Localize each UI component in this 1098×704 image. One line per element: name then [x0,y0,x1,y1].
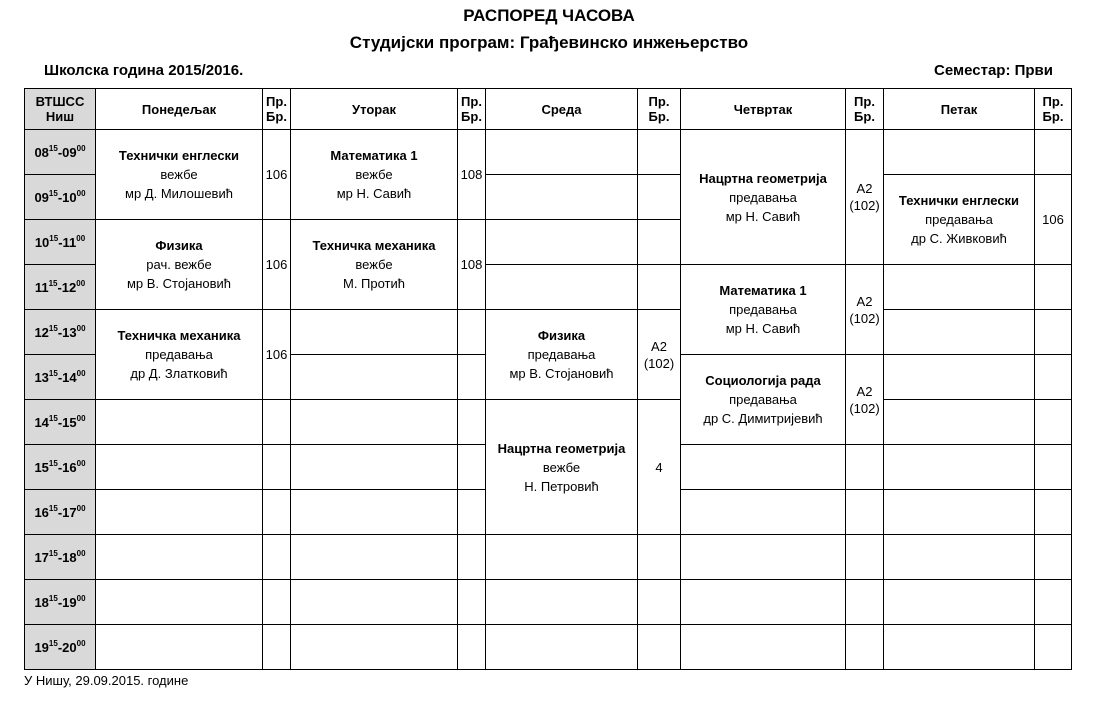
table-row [25,310,1072,355]
empty-cell [291,625,458,670]
day-header: Четвртак [681,89,846,130]
empty-cell [638,220,681,265]
empty-cell [884,580,1035,625]
empty-cell [96,400,263,445]
room-cell: 106 [263,310,291,400]
empty-cell [486,265,638,310]
class-cell: Нацртна геометрија предавања мр Н. Савић [681,130,846,265]
empty-cell [1035,625,1072,670]
empty-cell [681,445,846,490]
time-slot: $09^{15}-10^{00}$ [25,175,96,220]
empty-cell [263,490,291,535]
empty-cell [846,535,884,580]
empty-cell [263,625,291,670]
room-cell: 4 [638,400,681,535]
room-cell: 108 [458,220,486,310]
empty-cell [884,400,1035,445]
empty-cell [458,625,486,670]
empty-cell [458,355,486,400]
empty-cell [291,445,458,490]
empty-cell [96,580,263,625]
empty-cell [1035,400,1072,445]
room-cell: А2 (102) [846,265,884,355]
empty-cell [486,220,638,265]
empty-cell [638,580,681,625]
empty-cell [1035,355,1072,400]
empty-cell [884,625,1035,670]
school-cell [25,89,96,130]
table-row [25,400,1072,445]
schedule-title: РАСПОРЕД ЧАСОВА [463,6,635,25]
room-cell: А2 (102) [846,355,884,445]
class-cell: Техничка механика предавања др Д. Златковић [96,310,263,400]
table-row [25,130,1072,175]
empty-cell [458,445,486,490]
semester: Семестар: Први [934,62,1053,79]
time-slot: $18^{15}-19^{00}$ [25,580,96,625]
empty-cell [96,490,263,535]
empty-cell [486,625,638,670]
class-cell: Физика предавања мр В. Стојановић [486,310,638,400]
empty-cell [638,535,681,580]
study-program: Студијски програм: Грађевинско инжењерство [349,33,749,52]
class-cell: Технички енглески предавања др С. Живковић [884,175,1035,265]
empty-cell [458,580,486,625]
empty-cell [291,490,458,535]
room-cell: 108 [458,130,486,220]
empty-cell [263,400,291,445]
table-row [25,625,1072,670]
time-slot: $14^{15}-15^{00}$ [25,400,96,445]
class-cell: Социологија рада предавања др С. Димитријевић [681,355,846,445]
day-header: Понедељак [96,89,263,130]
school-city: Ниш [45,109,75,124]
empty-cell [884,265,1035,310]
empty-cell [638,265,681,310]
room-header: Пр. Бр. [1035,89,1072,130]
class-cell: Нацртна геометрија вежбе Н. Петровић [486,400,638,535]
empty-cell [846,580,884,625]
empty-cell [638,175,681,220]
empty-cell [1035,310,1072,355]
empty-cell [486,580,638,625]
empty-cell [638,625,681,670]
empty-cell [846,625,884,670]
empty-cell [681,535,846,580]
empty-cell [291,355,458,400]
empty-cell [486,535,638,580]
table-row [25,535,1072,580]
empty-cell [638,130,681,175]
empty-cell [291,310,458,355]
empty-cell [1035,580,1072,625]
room-header: Пр. Бр. [846,89,884,130]
room-cell: 106 [263,220,291,310]
time-slot: $10^{15}-11^{00}$ [25,220,96,265]
empty-cell [1035,490,1072,535]
time-slot: $12^{15}-13^{00}$ [25,310,96,355]
footer-date: У Нишу, 29.09.2015. године [24,673,189,688]
time-slot: $15^{15}-16^{00}$ [25,445,96,490]
time-slot: $16^{15}-17^{00}$ [25,490,96,535]
empty-cell [884,490,1035,535]
empty-cell [263,445,291,490]
empty-cell [458,400,486,445]
school-name: ВТШСС [35,94,85,109]
empty-cell [884,535,1035,580]
time-slot: $13^{15}-14^{00}$ [25,355,96,400]
empty-cell [96,445,263,490]
empty-cell [458,535,486,580]
time-slot: $11^{15}-12^{00}$ [25,265,96,310]
table-row [25,580,1072,625]
empty-cell [486,175,638,220]
empty-cell [263,580,291,625]
empty-cell [291,535,458,580]
room-header: Пр. Бр. [458,89,486,130]
empty-cell [681,490,846,535]
empty-cell [884,355,1035,400]
empty-cell [486,130,638,175]
empty-cell [96,625,263,670]
time-slot: $08^{15}-09^{00}$ [25,130,96,175]
empty-cell [681,625,846,670]
time-slot: $19^{15}-20^{00}$ [25,625,96,670]
room-cell: А2 (102) [846,130,884,265]
day-header: Петак [884,89,1035,130]
empty-cell [884,445,1035,490]
empty-cell [458,490,486,535]
room-cell: 106 [263,130,291,220]
empty-cell [1035,265,1072,310]
empty-cell [1035,445,1072,490]
room-cell: 106 [1035,175,1072,265]
room-cell: А2 (102) [638,310,681,400]
class-cell: Математика 1 вежбе мр Н. Савић [291,130,458,220]
room-header: Пр. Бр. [263,89,291,130]
empty-cell [846,445,884,490]
empty-cell [291,580,458,625]
empty-cell [458,310,486,355]
empty-cell [1035,130,1072,175]
header-row [25,89,1072,130]
class-cell: Техничка механика вежбе М. Протић [291,220,458,310]
empty-cell [681,580,846,625]
schedule-table [24,88,1072,670]
day-header: Уторак [291,89,458,130]
empty-cell [291,400,458,445]
day-header: Среда [486,89,638,130]
class-cell: Физика рач. вежбе мр В. Стојановић [96,220,263,310]
time-slot: $17^{15}-18^{00}$ [25,535,96,580]
empty-cell [96,535,263,580]
empty-cell [1035,535,1072,580]
room-header: Пр. Бр. [638,89,681,130]
class-cell: Технички енглески вежбе мр Д. Милошевић [96,130,263,220]
empty-cell [846,490,884,535]
school-year: Школска година 2015/2016. [44,62,244,79]
empty-cell [884,130,1035,175]
empty-cell [884,310,1035,355]
class-cell: Математика 1 предавања мр Н. Савић [681,265,846,355]
empty-cell [263,535,291,580]
